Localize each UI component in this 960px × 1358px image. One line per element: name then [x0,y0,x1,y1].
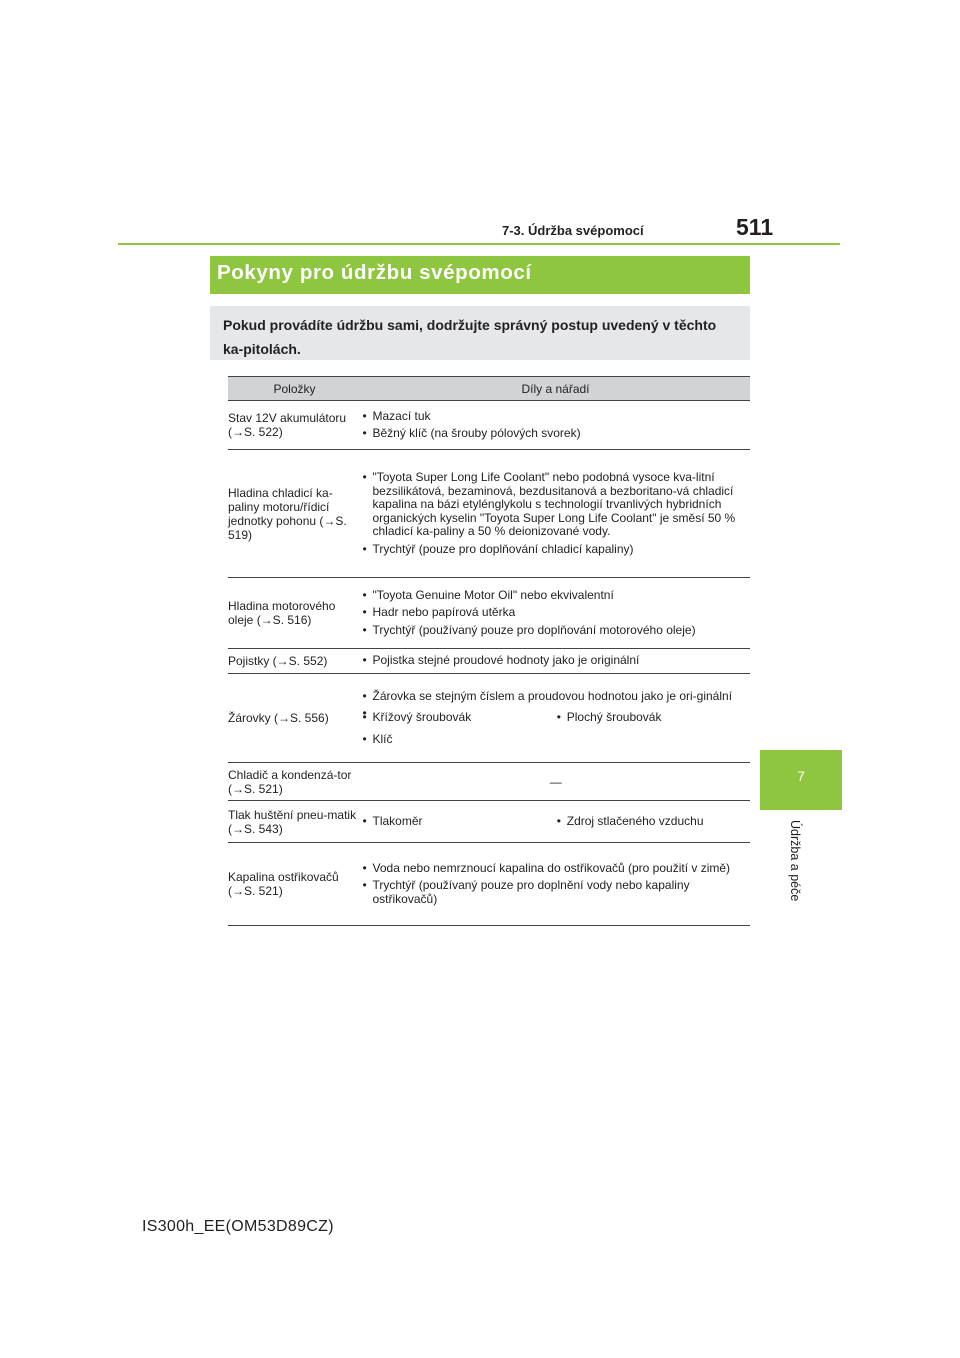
part-item: • Běžný klíč (na šrouby pólových svorek) [362,427,751,441]
row-parts [361,649,750,674]
intro-box: Pokud provádíte údržbu sami, dodržujte správný postup uvedený v těchto ka-pitolách. [210,306,750,360]
parts-table [228,376,750,926]
row-parts [361,450,750,578]
chapter-tab [760,750,842,810]
part-item: • Klíč [362,733,751,747]
title-bar [210,256,750,294]
row-item: Hladina chladicí ka-paliny motoru/řídicí jednotky pohonu (→S. 519) [228,450,361,578]
table-row [228,674,750,763]
page-title: Pokyny pro údržbu svépomocí [217,261,532,284]
part-item: • Žárovka se stejným číslem a proudovou hodnotou jako je ori-ginální [362,690,751,704]
table-row [228,649,750,674]
row-item: Hladina motorového oleje (→S. 516) [228,578,361,649]
table-row [228,843,750,926]
footer-code: IS300h_EE(OM53D89CZ) [142,1218,334,1235]
row-item: Pojistky (→S. 552) [228,649,361,674]
row-parts [361,801,750,843]
table-row [228,763,750,801]
part-item: • Hadr nebo papírová utěrka [362,606,751,620]
row-parts [361,674,750,763]
row-item: Kapalina ostřikovačů (→S. 521) [228,843,361,926]
chapter-number: 7 [797,768,805,784]
row-item: Stav 12V akumulátoru (→S. 522) [228,401,361,450]
header-items: Položky [228,377,361,401]
table-header-row [228,377,750,401]
section-title: 7-3. Údržba svépomocí [502,223,644,238]
part-item: • Mazací tuk [362,410,751,424]
part-item: • Trychtýř (pouze pro doplňování chladicí kapaliny) [362,543,751,557]
part-item: • Voda nebo nemrznoucí kapalina do ostřikovačů (pro použití v zimě) [362,862,751,876]
part-item: • "Toyota Super Long Life Coolant" nebo podobná vysoce kva-litní bezsilikátová, bezaminová, bezdusitanová a bezboritano-vá chladicí kapalina na bázi etylénglykolu s technologií trvanlivých hybridních organických kyselin "Toyota Super Long Life Coolant" je směsí 50 % chladicí ka-paliny a 50 % deionizované vody. [362,471,751,539]
page-number: 511 [736,214,774,240]
part-item: • Pojistka stejné proudové hodnoty jako je originální [362,654,751,668]
part-item: • Trychtýř (používaný pouze pro doplňování motorového oleje) [362,624,751,638]
row-parts [361,401,750,450]
part-item: • Trychtýř (používaný pouze pro doplnění vody nebo kapaliny ostřikovačů) [362,879,751,906]
part-pair [362,707,751,729]
part-item: • • Křížový šroubovák [362,711,556,725]
part-item: • "Toyota Genuine Motor Oil" nebo ekvivalentní [362,589,751,603]
row-parts [361,578,750,649]
row-item: Chladič a kondenzá-tor (→S. 521) [228,763,361,801]
table-row [228,450,750,578]
header-parts: Díly a nářadí [361,377,750,401]
row-parts [361,843,750,926]
header-divider [118,243,840,245]
part-item: • Plochý šroubovák [556,711,750,725]
part-item: • Tlakoměr [362,815,556,829]
table-row [228,578,750,649]
chapter-label: Údržba a péče [788,820,802,902]
table-row [228,401,750,450]
table-row [228,801,750,843]
row-item: Tlak huštění pneu-matik (→S. 543) [228,801,361,843]
part-item: • Zdroj stlačeného vzduchu [556,815,750,829]
row-parts: — [361,763,750,801]
row-item: Žárovky (→S. 556) [228,674,361,763]
